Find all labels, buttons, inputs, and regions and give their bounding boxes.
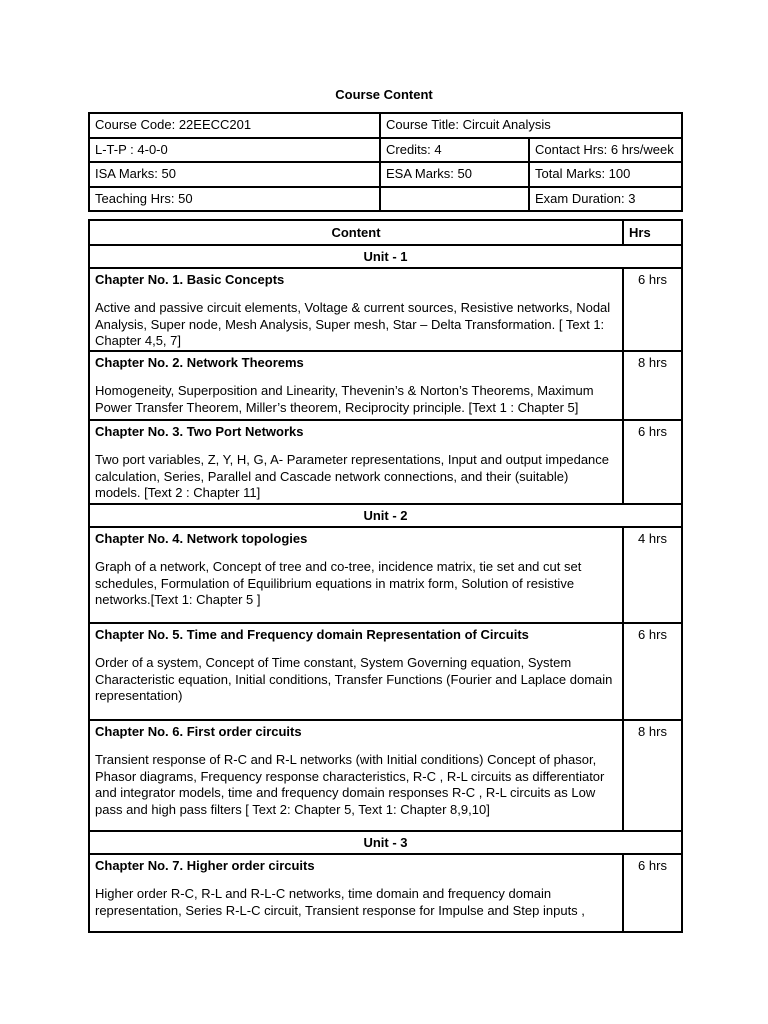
isa-marks: ISA Marks: 50 <box>89 162 380 187</box>
chapter-5-hrs: 6 hrs <box>638 627 667 642</box>
chapter-5-hrs-cell <box>623 623 682 720</box>
empty-cell <box>380 187 529 212</box>
chapter-1-desc: Active and passive circuit elements, Voltage & current sources, Resistive networks, Nodal Analysis, Super node, Mesh Analysis, Super mesh, Star – Delta Transformation. [ Text 1: Chapter 4,5, 7] <box>95 300 611 348</box>
chapter-7-cell <box>89 854 623 932</box>
course-code: Course Code: 22EECC201 <box>89 113 380 138</box>
chapter-3-hrs: 6 hrs <box>638 424 667 439</box>
chapter-4-cell <box>89 527 623 623</box>
hrs-header: Hrs <box>623 220 682 245</box>
chapter-2-desc: Homogeneity, Superposition and Linearity, Thevenin’s & Norton’s Theorems, Maximum Power Transfer Theorem, Miller’s theorem, Reciprocity principle. [Text 1 : Chapter 5] <box>95 383 594 415</box>
chapter-6-hrs-cell <box>623 720 682 831</box>
chapter-7-desc: Higher order R-C, R-L and R-L-C networks, time domain and frequency domain representation, Series R-L-C circuit, Transient response for Impulse and Step inputs , <box>95 886 585 918</box>
chapter-3-title: Chapter No. 3. Two Port Networks <box>95 424 304 439</box>
chapter-6-hrs: 8 hrs <box>638 724 667 739</box>
chapter-4-title: Chapter No. 4. Network topologies <box>95 531 308 546</box>
total-marks: Total Marks: 100 <box>529 162 682 187</box>
chapter-1-hrs: 6 hrs <box>638 272 667 287</box>
chapter-3-hrs-cell <box>623 420 682 504</box>
chapter-7-title: Chapter No. 7. Higher order circuits <box>95 858 315 873</box>
course-title: Course Title: Circuit Analysis <box>380 113 682 138</box>
unit-1-heading: Unit - 1 <box>89 245 682 268</box>
credits: Credits: 4 <box>380 138 529 163</box>
page-title: Course Content <box>335 87 433 102</box>
chapter-3-desc: Two port variables, Z, Y, H, G, A- Parameter representations, Input and output impedance calculation, Series, Parallel and Cascade network connections, and their (suitable) models. [Text 2 : Chapter 11] <box>95 452 610 500</box>
content-table <box>88 219 683 933</box>
chapter-6-title: Chapter No. 6. First order circuits <box>95 724 302 739</box>
unit-2-heading: Unit - 2 <box>89 504 682 527</box>
chapter-5-title: Chapter No. 5. Time and Frequency domain Representation of Circuits <box>95 627 529 642</box>
chapter-7-hrs-cell <box>623 854 682 932</box>
ltp: L-T-P : 4-0-0 <box>89 138 380 163</box>
chapter-4-desc: Graph of a network, Concept of tree and co-tree, incidence matrix, tie set and cut set schedules, Formulation of Equilibrium equations in matrix form, Solution of resistive networks.[Text 1: Chapter 5 ] <box>95 559 582 607</box>
chapter-6-cell <box>89 720 623 831</box>
chapter-2-hrs: 8 hrs <box>638 355 667 370</box>
chapter-2-title: Chapter No. 2. Network Theorems <box>95 355 304 370</box>
chapter-2-cell <box>89 351 623 420</box>
chapter-1-hrs-cell <box>623 268 682 351</box>
chapter-5-cell <box>89 623 623 720</box>
chapter-4-hrs-cell <box>623 527 682 623</box>
teaching-hrs: Teaching Hrs: 50 <box>89 187 380 212</box>
unit-3-heading: Unit - 3 <box>89 831 682 854</box>
chapter-1-cell <box>89 268 623 351</box>
course-info-table <box>88 112 683 212</box>
contact-hrs: Contact Hrs: 6 hrs/week <box>529 138 682 163</box>
exam-duration: Exam Duration: 3 <box>529 187 682 212</box>
chapter-4-hrs: 4 hrs <box>638 531 667 546</box>
esa-marks: ESA Marks: 50 <box>380 162 529 187</box>
chapter-7-hrs: 6 hrs <box>638 858 667 873</box>
content-header: Content <box>89 220 623 245</box>
chapter-3-cell <box>89 420 623 504</box>
chapter-5-desc: Order of a system, Concept of Time constant, System Governing equation, System Characteristic equation, Initial conditions, Transfer Functions (Fourier and Laplace domain representation) <box>95 655 613 703</box>
chapter-1-title: Chapter No. 1. Basic Concepts <box>95 272 285 287</box>
chapter-2-hrs-cell <box>623 351 682 420</box>
chapter-6-desc: Transient response of R-C and R-L networks (with Initial conditions) Concept of phasor, Phasor diagrams, Frequency response characteristics, R-C , R-L circuits as differentiator and integrator models, time and frequency domain responses R-C , R-L circuits as Low pass and high pass filters [ Text 2: Chapter 5, Text 1: Chapter 8,9,10] <box>95 752 605 817</box>
